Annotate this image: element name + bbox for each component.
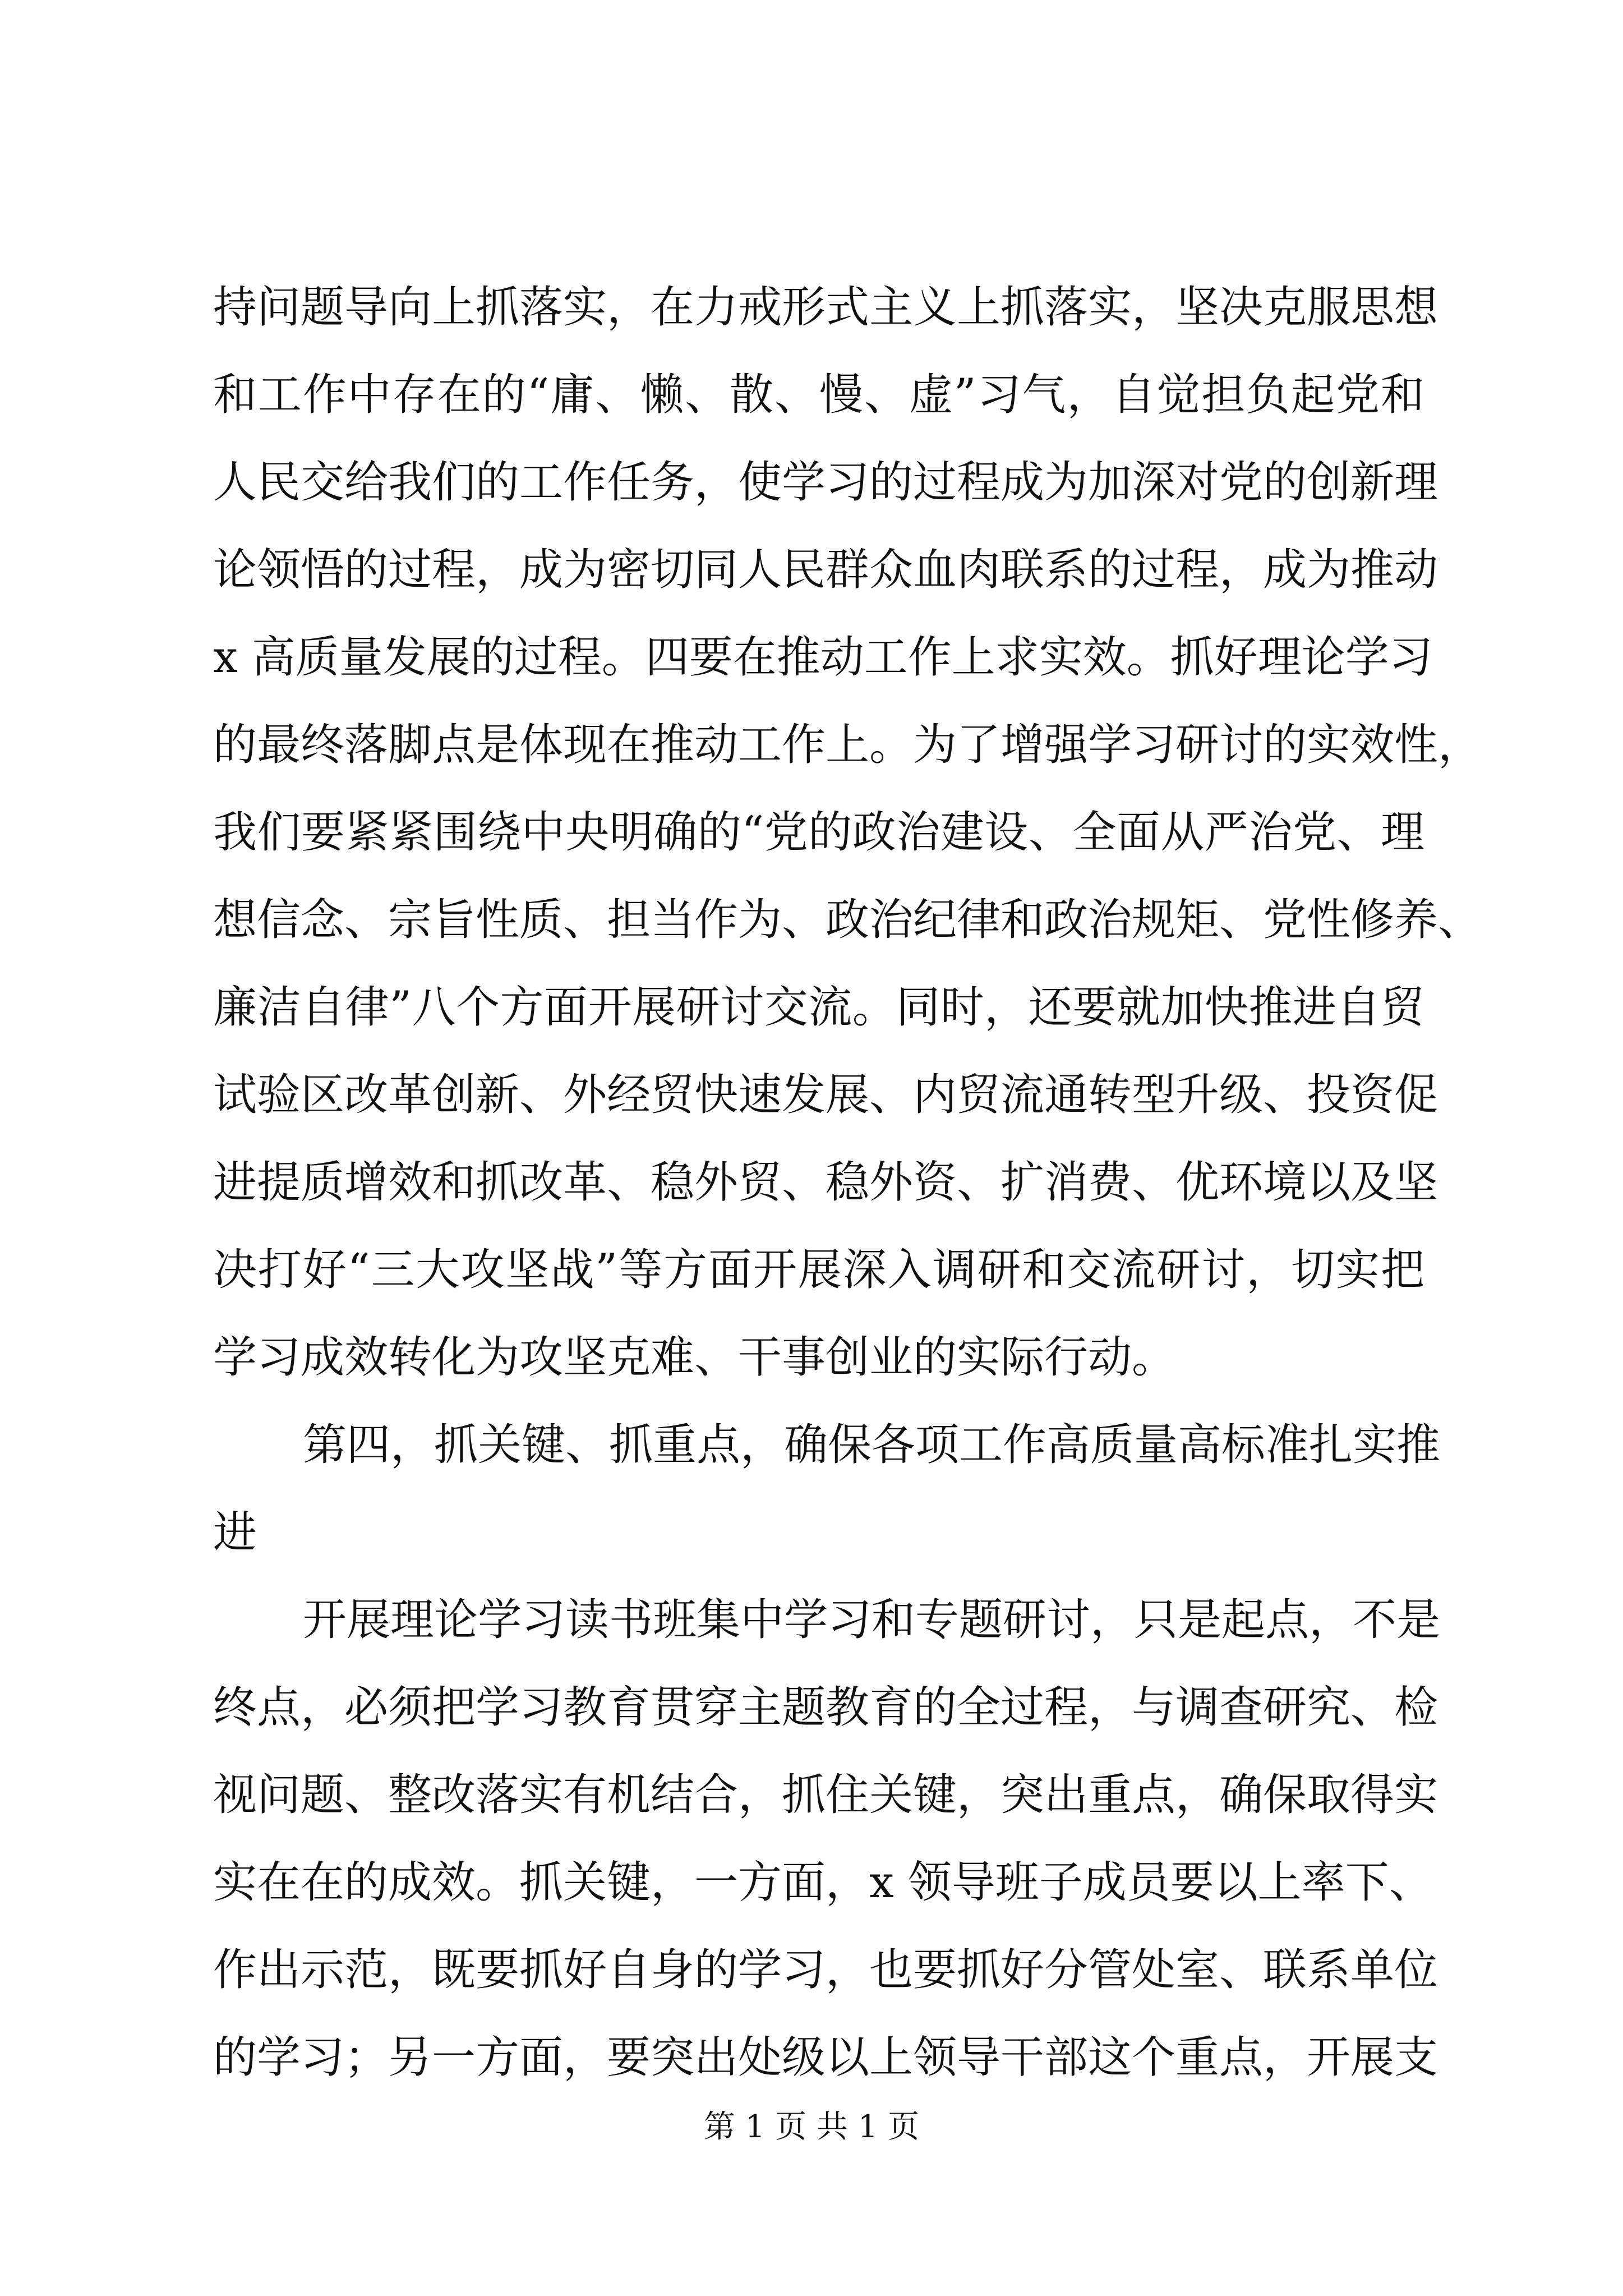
text-line: 实在在的成效。抓关键，一方面，x 领导班子成员要以上率下、 xyxy=(213,1857,1433,1908)
text-line: 终点，必须把学习教育贯穿主题教育的全过程，与调查研究、检 xyxy=(213,1682,1438,1733)
text-line: 持问题导向上抓落实，在力戒形式主义上抓落实，坚决克服思想 xyxy=(213,282,1438,333)
text-line: 学习成效转化为攻坚克难、干事创业的实际行动。 xyxy=(213,1332,1176,1383)
text-line: 我们要紧紧围绕中央明确的“党的政治建设、全面从严治党、理 xyxy=(213,807,1424,858)
text-line: 的最终落脚点是体现在推动工作上。为了增强学习研讨的实效性， xyxy=(213,720,1482,770)
text-line: 人民交给我们的工作任务，使学习的过程成为加深对党的创新理 xyxy=(213,457,1438,508)
text-line: 廉洁自律”八个方面开展研讨交流。同时，还要就加快推进自贸 xyxy=(213,982,1424,1033)
text-line: 视问题、整改落实有机结合，抓住关键，突出重点，确保取得实 xyxy=(213,1770,1438,1820)
text-line: 开展理论学习读书班集中学习和专题研讨，只是起点，不是 xyxy=(303,1595,1441,1645)
text-line: 想信念、宗旨性质、担当作为、政治纪律和政治规矩、党性修养、 xyxy=(213,895,1482,945)
text-line: x 高质量发展的过程。四要在推动工作上求实效。抓好理论学习 xyxy=(213,632,1433,683)
text-line: 作出示范，既要抓好自身的学习，也要抓好分管处室、联系单位 xyxy=(213,1945,1438,1995)
text-line: 决打好“三大攻坚战”等方面开展深入调研和交流研讨，切实把 xyxy=(213,1245,1424,1295)
page-footer: 第 1 页 共 1 页 xyxy=(703,2109,920,2145)
document-body xyxy=(213,264,1482,2101)
text-line: 和工作中存在的“庸、懒、散、慢、虚”习气，自觉担负起党和 xyxy=(213,370,1424,420)
text-line: 进提质增效和抓改革、稳外贸、稳外资、扩消费、优环境以及坚 xyxy=(213,1157,1438,1208)
text-line: 论领悟的过程，成为密切同人民群众血肉联系的过程，成为推动 xyxy=(213,545,1438,595)
section-heading-line: 第四，抓关键、抓重点，确保各项工作高质量高标准扎实推 xyxy=(303,1420,1441,1470)
text-line: 试验区改革创新、外经贸快速发展、内贸流通转型升级、投资促 xyxy=(213,1070,1438,1120)
text-line: 的学习；另一方面，要突出处级以上领导干部这个重点，开展支 xyxy=(213,2032,1438,2083)
section-heading-line: 进 xyxy=(213,1507,257,1558)
